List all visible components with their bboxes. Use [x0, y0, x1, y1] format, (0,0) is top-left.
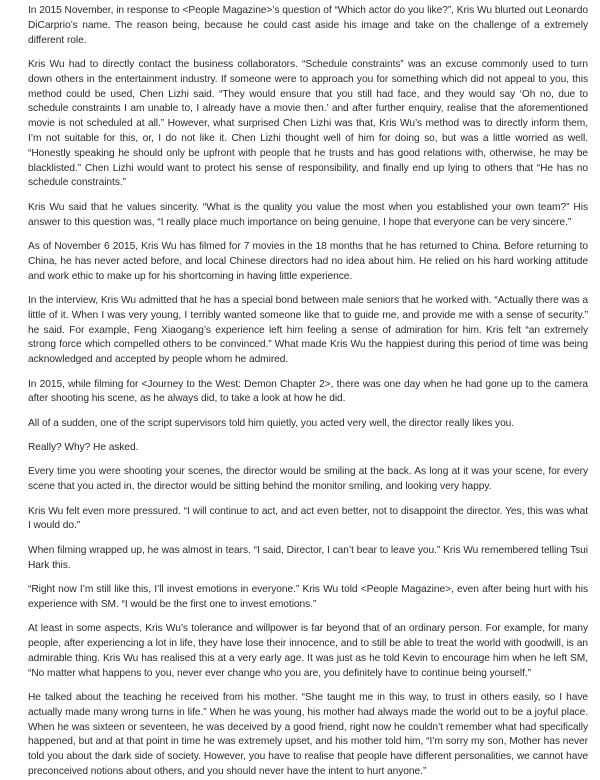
paragraph-sincerity: Kris Wu said that he values sincerity. “What is the quality you value the most when you established your own team?” His answer to this question was, “I really place much importance on being genuine, I hope that everyone can be very sincere.”	[28, 201, 588, 228]
paragraph-pressured: Kris Wu felt even more pressured. “I will continue to act, and act even better, not to disappoint the director. Yes, this was what I would do.”	[28, 505, 588, 532]
paragraph-filming-wrapped: When filming wrapped up, he was almost in tears. “I said, Director, I can’t bear to leave you.” Kris Wu remembered telling Tsui Hark this.	[28, 544, 588, 571]
paragraph-tolerance-willpower: At least in some aspects, Kris Wu’s tolerance and willpower is far beyond that of an ordinary person. For example, for many people, after experiencing a lot in life, they have lose their innocence, and to still be able to treat the world with goodwill, is an admirable thing. Kris Wu has realised this at a very early age. It was just as he told Kevin to encourage him when he left SM, “No matter what happens to you, never ever change who you are, you definitely have to continue being yourself.”	[28, 623, 588, 679]
paragraph-schedule-constraints: Kris Wu had to directly contact the business collaborators. “Schedule constraints” was an excuse commonly used to turn down others in the entertainment industry. If someone were to approach you for something which did not appeal to you, this method could be used, Chen Lizhi said. “They would ensure that you still had face, and they would say ‘Oh no, due to schedule constraints I am unable to, I already have a movie then.’ and after further enquiry, realise that the aforementioned movie is not scheduled at all.” However, what surprised Chen Lizhi was that, Kris Wu’s method was to directly inform them, I’m not suitable for this, or, I do not like it. Chen Lizhi thought well of him for doing so, but was a little worried as well. “Honestly speaking he should only be upfront with people that he trusts and has good relations with, otherwise, he may be blacklisted.” Chen Lizhi would want to protect his sense of responsibility, and finally end up lying to others that “He has no schedule constraints.”	[28, 58, 588, 189]
paragraph-really-why: Really? Why? He asked.	[28, 442, 139, 454]
paragraph-mother-teaching: He talked about the teaching he received from his mother. “She taught me in this way, to trust in others easily, so I have actually made many wrong turns in life.” When he was young, his mother had always made the world out to be a joyful place. When he was sixteen or seventeen, he was deceived by a good friend, right now he couldn’t remember what had specifically happened, but and at that point in time he was extremely upset, and his mother told him, “I’m sorry my son, Mother has never told you about the dark side of society. However, you have to realise that people have different personalities, we cannot have preconceived notions about others, and you should never have the intent to hurt anyone.”	[28, 692, 588, 777]
paragraph-filmography: As of November 6 2015, Kris Wu has filmed for 7 movies in the 18 months that he has returned to China. Before returning to China, he has never acted before, and local Chinese directors had no idea about him. He relied on his hard working attitude and work ethic to make up for his shortcoming in having little experience.	[28, 240, 588, 282]
paragraph-script-supervisor: All of a sudden, one of the script supervisors told him quietly, you acted very well, the director really likes you.	[28, 417, 515, 429]
paragraph-director-smiling: Every time you were shooting your scenes, the director would be smiling at the back. As long at it was your scene, for every scene that you acted in, the director would be sitting behind the monitor smiling, and looking very happy.	[28, 466, 588, 493]
paragraph-male-seniors: In the interview, Kris Wu admitted that he has a special bond between male seniors that he worked with. “Actually there was a little of it. When I was very young, I terribly wanted someone like that to guide me, and provide me with a sense of security.” he said. For example, Feng Xiaogang’s experience left him feeling a sense of admiration for him. Kris felt “an extremely strong force which compelled others to be convinced.” What made Kris Wu the happiest during this period of time was being acknowledged and accepted by people whom he admired.	[28, 294, 588, 366]
paragraph-favorite-actor: In 2015 November, in response to <People Magazine>’s question of “Which actor do you like?”, Kris Wu blurted out Leonardo DiCarprio’s name. The reason being, because he could cast aside his image and take on the challenge of a extremely different role.	[28, 5, 588, 46]
paragraph-invest-emotions: “Right now I’m still like this, I’ll invest emotions in everyone.” Kris Wu told <People Magazine>, even after being hurt with his experience with SM. “I would be the first one to invest emotions.”	[28, 584, 588, 610]
paragraph-journey-to-the-west: In 2015, while filming for <Journey to the West: Demon Chapter 2>, there was one day when he had gone up to the camera after shooting his scene, as he always did, to take a look at how he did.	[28, 378, 588, 405]
